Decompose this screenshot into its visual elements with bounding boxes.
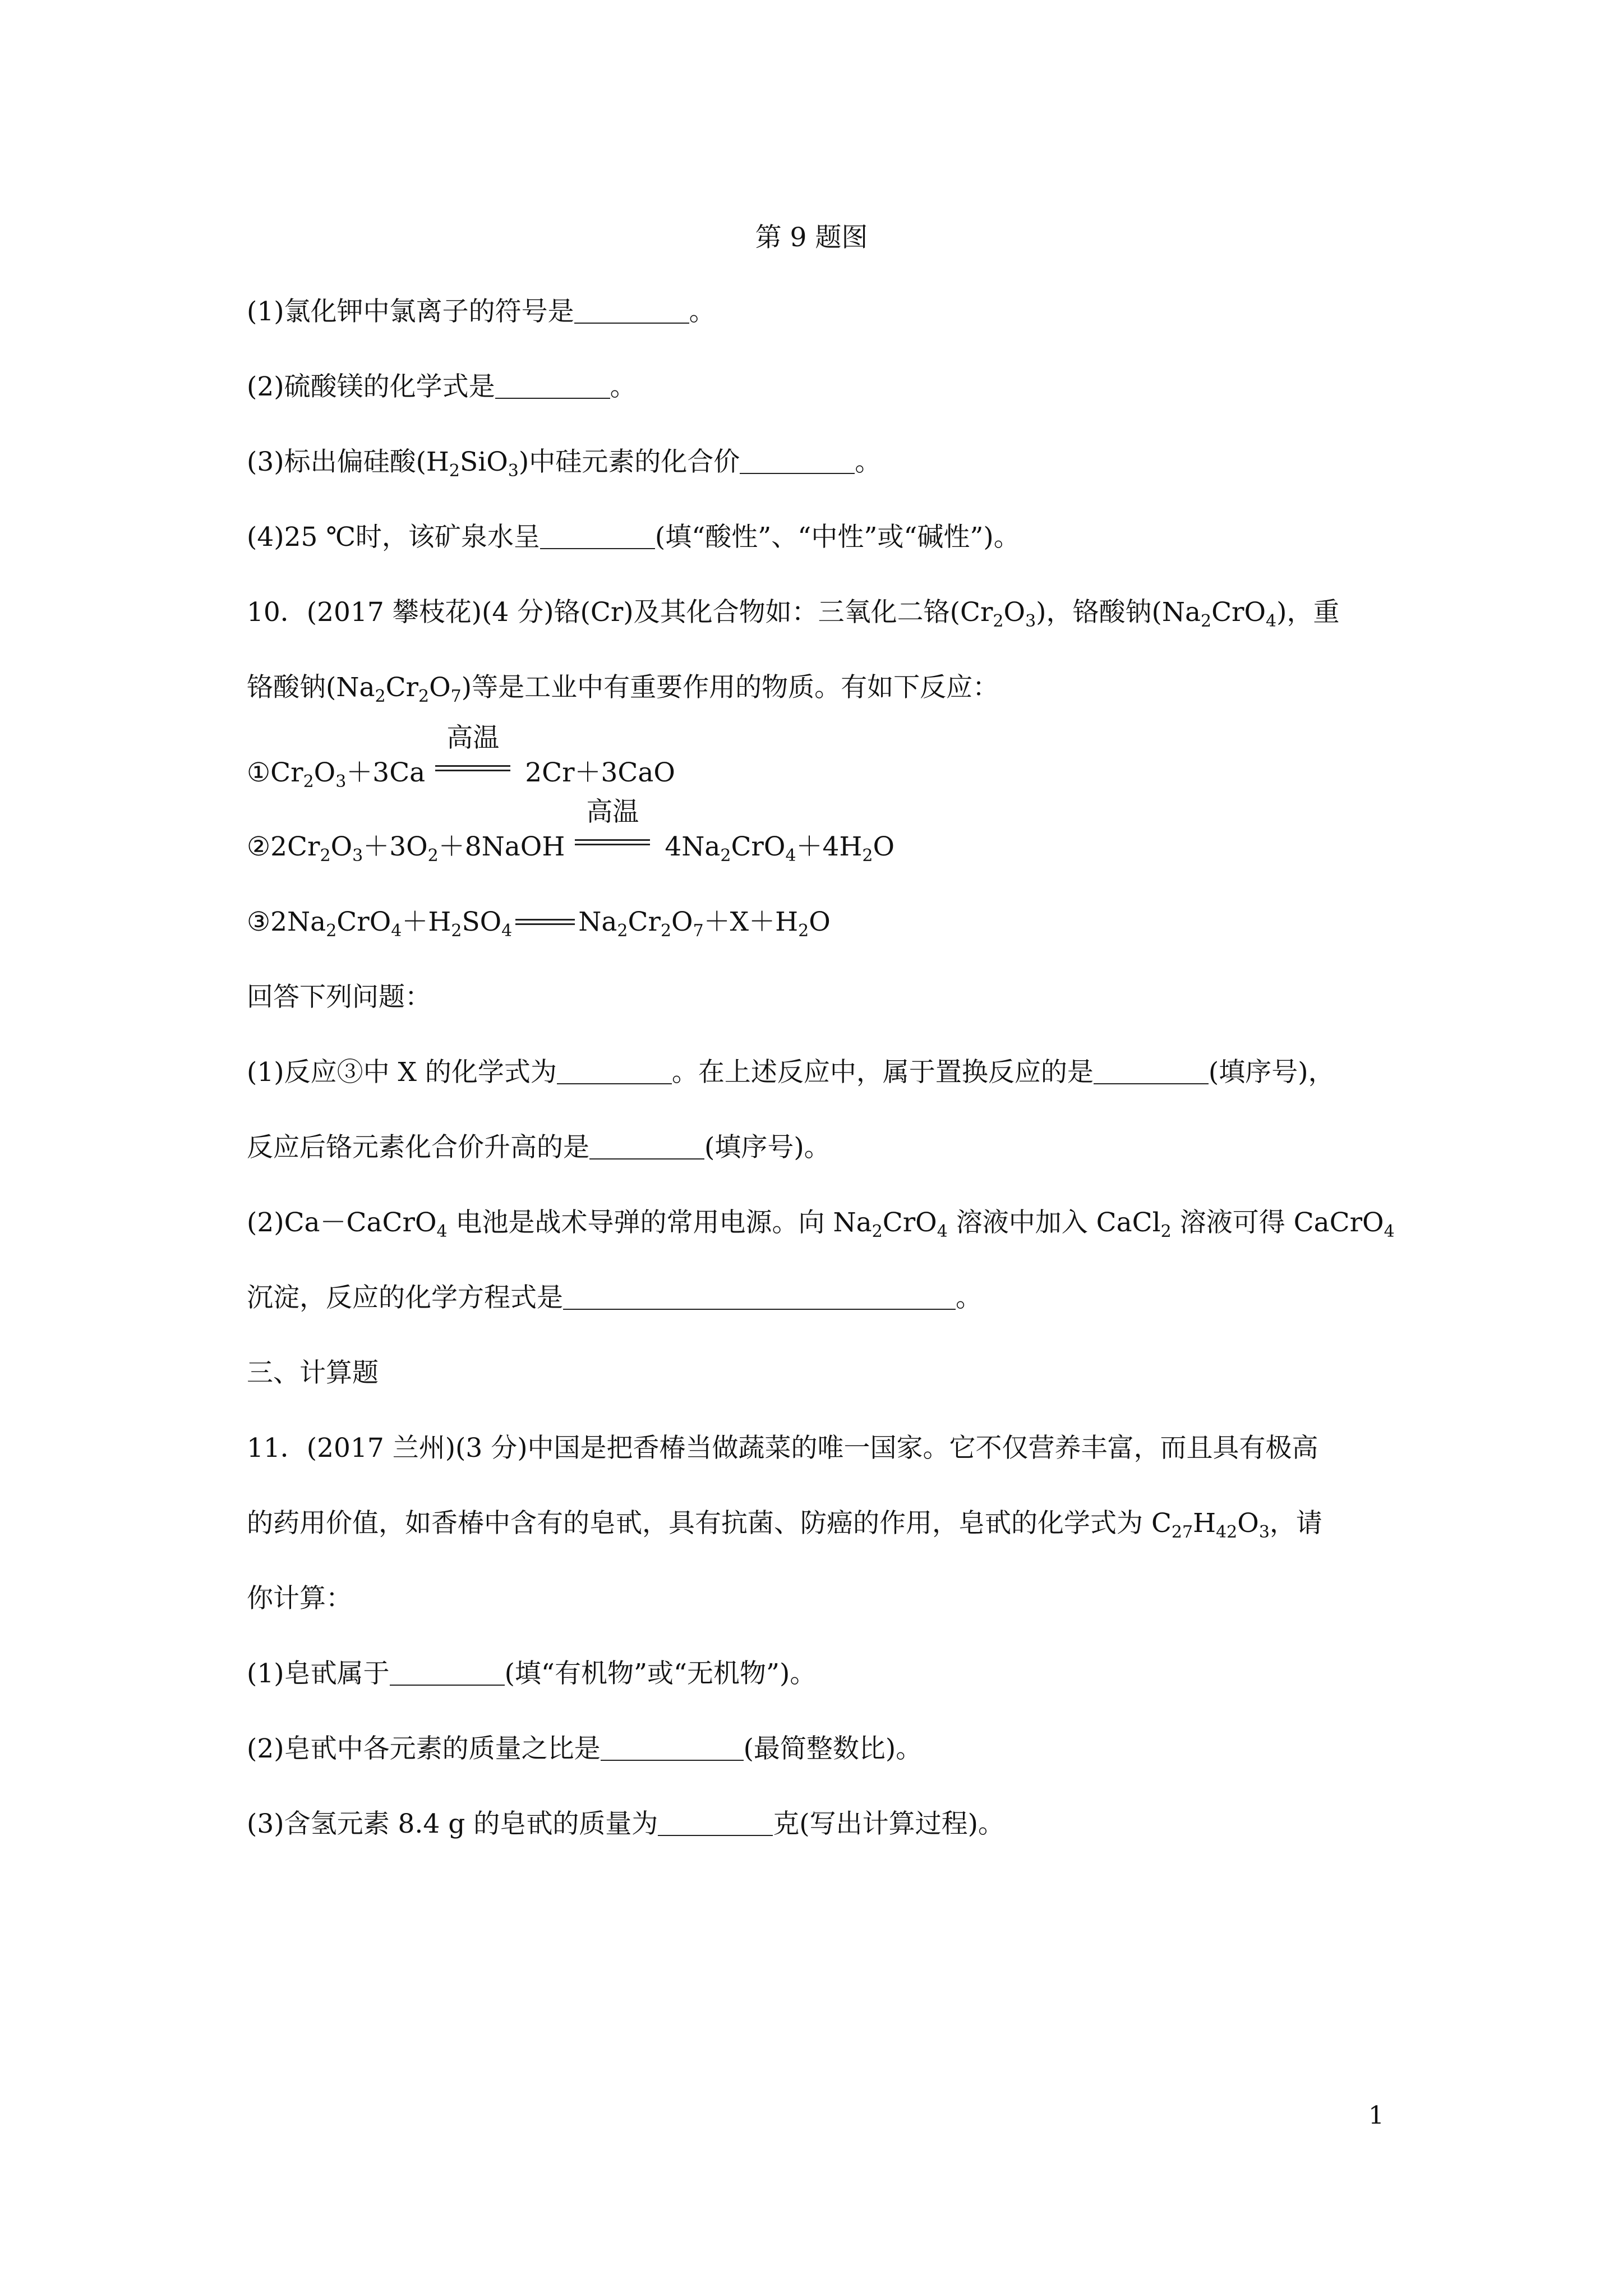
- q10-part-2-line-1: (2)Ca－CaCrO$_4$ 电池是战术导弹的常用电源。向 $Na_2CrO_4$ 溶液中加入 CaCl$_2$ 溶液可得 CaCrO$_4$: [247, 1207, 1395, 1241]
- q10-part-1-line-2: 反应后铬元素化合价升高的是 (填序号)。: [247, 1132, 831, 1163]
- q10-intro-line-1: 10．(2017 攀枝花)(4 分)铬(Cr)及其化合物如：三氧化二铬$(Cr_2O_3)$，铬酸钠$(Na_2CrO_4)$，重: [247, 597, 1340, 631]
- page-number: 1: [1368, 2101, 1384, 2130]
- q9-part-1: (1)氯化钾中氯离子的符号是 。: [247, 296, 716, 327]
- section-heading: 三、计算题: [247, 1358, 379, 1388]
- answer-blank[interactable]: [540, 526, 655, 549]
- q11-part-2: (2)皂甙中各元素的质量之比是 (最简整数比)。: [247, 1733, 923, 1764]
- q11-line-3: 你计算：: [247, 1583, 352, 1614]
- high-temp-equals-sign: 高温: [570, 829, 654, 865]
- answer-blank[interactable]: [601, 1737, 744, 1761]
- answer-blank[interactable]: [740, 450, 855, 474]
- q9-part-4: (4)25 ℃时，该矿泉水呈 (填“酸性”、“中性”或“碱性”)。: [247, 522, 1020, 553]
- q11-line-2: 的药用价值，如香椿中含有的皂甙，具有抗菌、防癌的作用，皂甙的化学式为 $C_{27}H_{42}O_3$，请: [247, 1508, 1322, 1542]
- reaction-3: $③2Na_2CrO_4+H_2SO_4$ $Na_2Cr_2O_7+X+H_2O$: [247, 904, 831, 940]
- q11-line-1: 11．(2017 兰州)(3 分)中国是把香椿当做蔬菜的唯一国家。它不仅营养丰富，而且具有极高: [247, 1433, 1318, 1464]
- reaction-1: $①Cr_2O_3+3Ca$ 高温 2Cr＋3CaO: [247, 723, 675, 792]
- q11-part-3: (3)含氢元素 8.4 g 的皂甙的质量为 克(写出计算过程)。: [247, 1809, 1004, 1839]
- answer-blank[interactable]: [589, 1136, 704, 1159]
- answer-prompt: 回答下列问题：: [247, 982, 431, 1013]
- q10-part-1-line-1: (1)反应③中 X 的化学式为 。在上述反应中，属于置换反应的是 (填序号)，: [247, 1057, 1335, 1088]
- answer-blank[interactable]: [563, 1286, 956, 1310]
- answer-blank[interactable]: [1094, 1061, 1209, 1084]
- equals-sign: [512, 904, 578, 940]
- q9-part-2: (2)硫酸镁的化学式是 。: [247, 371, 637, 402]
- q10-intro-line-2: 铬酸钠$(Na_2Cr_2O_7)$等是工业中有重要作用的物质。有如下反应：: [247, 672, 999, 706]
- answer-blank[interactable]: [557, 1061, 672, 1084]
- answer-blank[interactable]: [390, 1662, 505, 1686]
- figure-caption: 第 9 题图: [755, 222, 868, 253]
- high-temp-equals-sign: 高温: [431, 755, 515, 791]
- q11-part-1: (1)皂甙属于 (填“有机物”或“无机物”)。: [247, 1658, 817, 1689]
- q9-part-3: (3)标出偏硅酸$(H_2SiO_3)$中硅元素的化合价 。: [247, 447, 882, 481]
- answer-blank[interactable]: [574, 300, 689, 324]
- answer-blank[interactable]: [658, 1812, 773, 1836]
- answer-blank[interactable]: [495, 375, 610, 399]
- reaction-2: $②2Cr_2O_3+3O_2+8NaOH$ 高温 $4Na_2CrO_4+4H_2O$: [247, 797, 895, 866]
- q10-part-2-line-2: 沉淀，反应的化学方程式是 。: [247, 1282, 982, 1313]
